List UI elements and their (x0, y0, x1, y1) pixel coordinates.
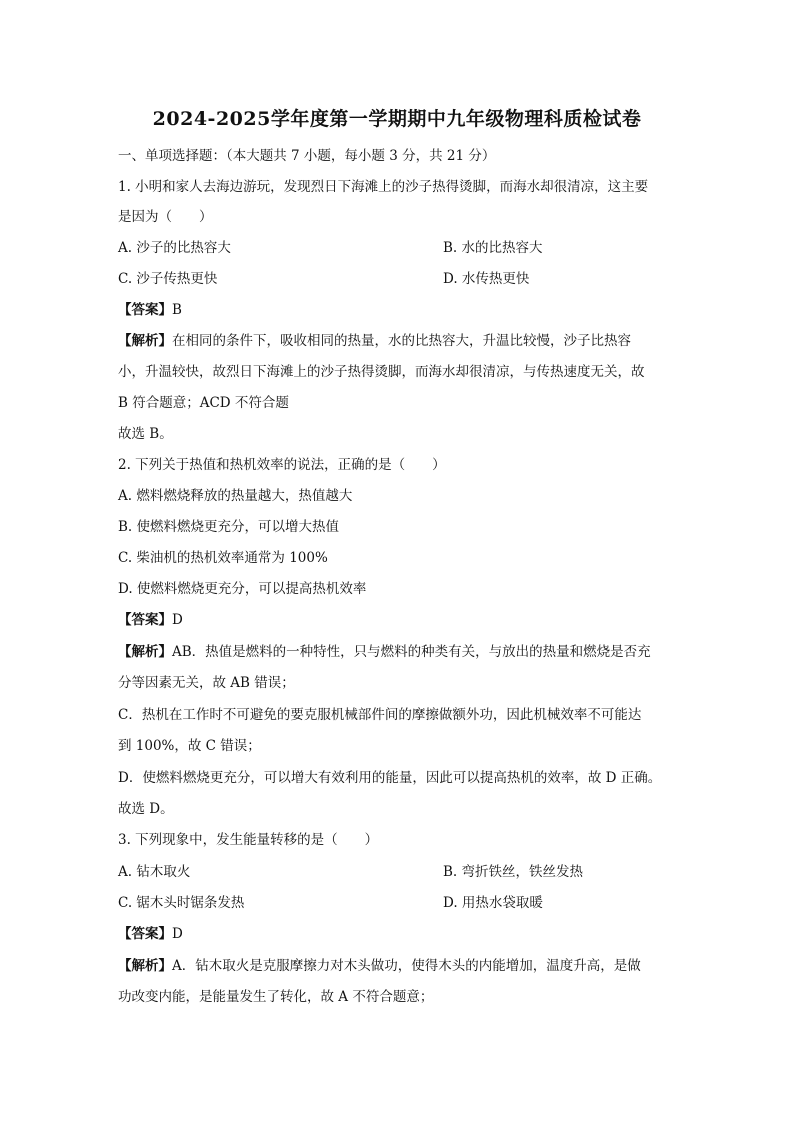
q3-stem: 3. 下列现象中，发生能量转移的是（ ） (118, 832, 379, 848)
q1-option-b: B. 水的比热容大 (443, 240, 543, 256)
q2-analysis-line-4: 到 100%，故 C 错误； (118, 738, 261, 754)
q3-analysis-line-1 (118, 956, 641, 976)
q1-answer (118, 300, 182, 320)
answer-value: B (172, 302, 182, 318)
q1-stem-line-1: 1. 小明和家人去海边游玩，发现烈日下海滩上的沙子热得烫脚，而海水却很清凉，这主要 (118, 179, 649, 195)
section-heading: 一、单项选择题：（本大题共 7 小题，每小题 3 分，共 21 分） (118, 148, 496, 164)
analysis-text: 在相同的条件下，吸收相同的热量，水的比热容大，升温比较慢，沙子比热容 (172, 333, 631, 349)
answer-label: 【答案】 (118, 612, 172, 628)
q1-conclusion: 故选 B。 (118, 426, 173, 442)
exam-title: 2024-2025学年度第一学期期中九年级物理科质检试卷 (152, 108, 642, 130)
q2-option-a: A. 燃料燃烧释放的热量越大，热值越大 (118, 488, 353, 504)
q1-stem-line-2: 是因为（ ） (118, 209, 213, 225)
answer-value: D (172, 926, 183, 942)
q2-analysis-line-3: C．热机在工作时不可避免的要克服机械部件间的摩擦做额外功，因此机械效率不可能达 (118, 707, 642, 723)
q3-option-d: D. 用热水袋取暖 (443, 895, 543, 911)
q2-option-b: B. 使燃料燃烧更充分，可以增大热值 (118, 519, 340, 535)
analysis-text: AB．热值是燃料的一种特性，只与燃料的种类有关，与放出的热量和燃烧是否充 (172, 644, 651, 660)
q2-option-c: C. 柴油机的热机效率通常为 100% (118, 550, 328, 566)
q2-analysis-line-1 (118, 642, 651, 662)
q1-option-d: D. 水传热更快 (443, 271, 530, 287)
answer-value: D (172, 612, 183, 628)
analysis-label: 【解析】 (118, 644, 172, 660)
q2-answer (118, 610, 183, 630)
q1-option-c: C. 沙子传热更快 (118, 271, 218, 287)
q2-analysis-line-2: 分等因素无关，故 AB 错误； (118, 675, 295, 691)
q3-option-c: C. 锯木头时锯条发热 (118, 895, 245, 911)
q3-answer (118, 924, 183, 944)
q1-analysis-line-1 (118, 331, 631, 351)
q1-analysis-line-3: B 符合题意；ACD 不符合题 (118, 395, 289, 411)
q3-option-a: A. 钻木取火 (118, 864, 191, 880)
q3-option-b: B. 弯折铁丝，铁丝发热 (443, 864, 584, 880)
analysis-text: A．钻木取火是克服摩擦力对木头做功，使得木头的内能增加，温度升高，是做 (172, 958, 641, 974)
q2-conclusion: 故选 D。 (118, 801, 174, 817)
answer-label: 【答案】 (118, 926, 172, 942)
q3-analysis-line-2: 功改变内能，是能量发生了转化，故 A 不符合题意； (118, 989, 434, 1005)
q2-stem: 2. 下列关于热值和热机效率的说法，正确的是（ ） (118, 457, 446, 473)
analysis-label: 【解析】 (118, 333, 172, 349)
q1-analysis-line-2: 小，升温较快，故烈日下海滩上的沙子热得烫脚，而海水却很清凉，与传热速度无关，故 (118, 364, 645, 380)
q1-option-a: A. 沙子的比热容大 (118, 240, 231, 256)
analysis-label: 【解析】 (118, 958, 172, 974)
q2-analysis-line-5: D．使燃料燃烧更充分，可以增大有效利用的能量，因此可以提高热机的效率，故 D 正确。 (118, 770, 662, 786)
answer-label: 【答案】 (118, 302, 172, 318)
q2-option-d: D. 使燃料燃烧更充分，可以提高热机效率 (118, 581, 367, 597)
